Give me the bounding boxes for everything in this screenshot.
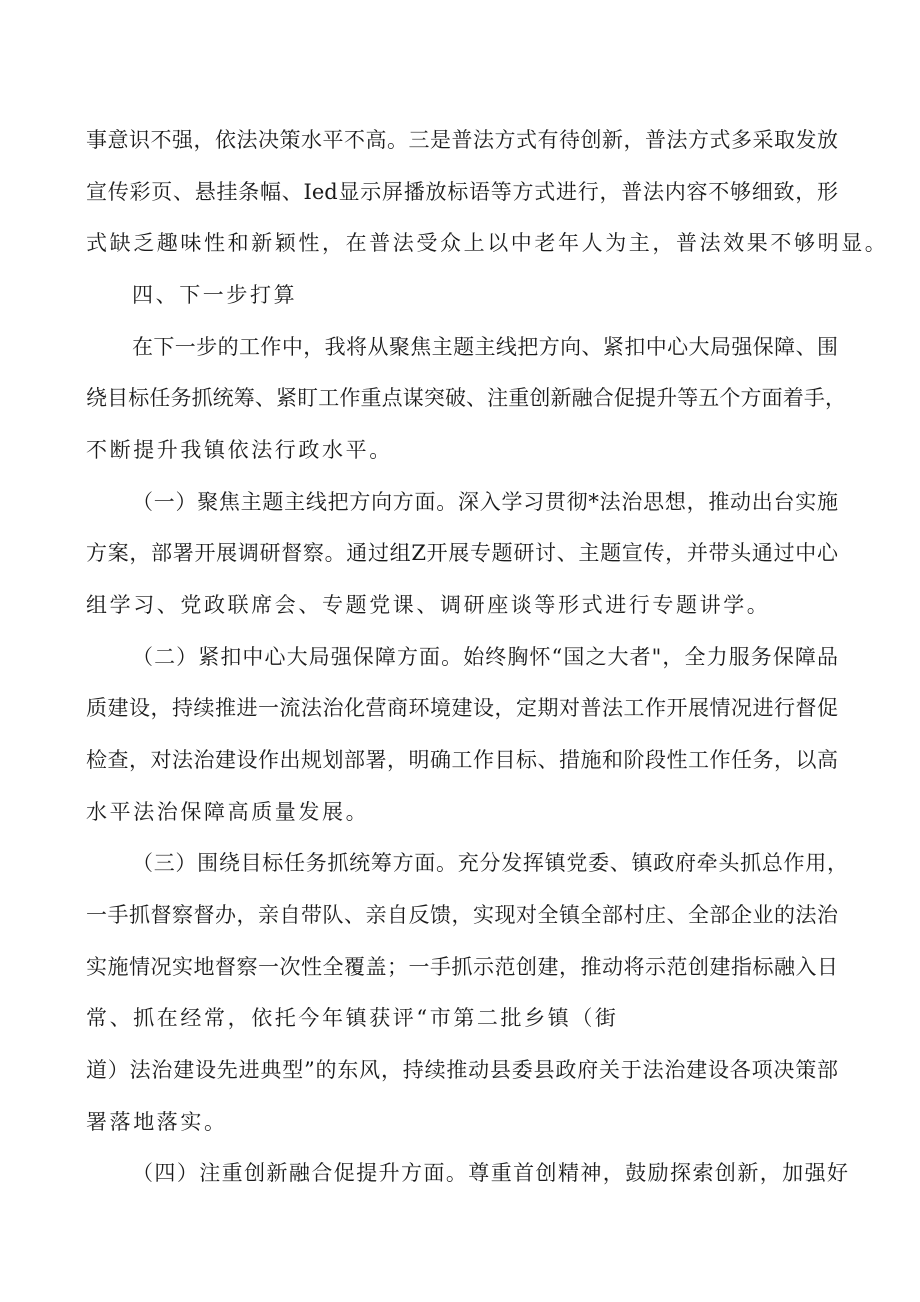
body-text-line: （二）紧扣中心大局强保障方面。始终胸怀“国之大者"，全力服务保障品 [132,645,838,669]
body-text-line: 质建设，持续推进一流法治化营商环境建设，定期对普法工作开展情况进行督促 [86,696,838,720]
body-text-line: 常、抓在经常，依托今年镇获评“市第二批乡镇（街 [86,1006,619,1030]
section-heading: 四、下一步打算 [132,283,298,307]
body-text-line: 署落地落实。 [86,1110,228,1134]
body-text-line: 方案，部署开展调研督察。通过组Z开展专题研讨、主题宣传，并带头通过中心 [86,541,838,565]
body-text-line: 式缺乏趣味性和新颖性，在普法受众上以中老年人为主，普法效果不够明显。 [86,231,889,255]
body-text-line: （一）聚焦主题主线把方向方面。深入学习贯彻*法治思想，推动出台实施 [132,490,838,514]
body-text-line: 绕目标任务抓统筹、紧盯工作重点谋突破、注重创新融合促提升等五个方面着手， [86,386,846,410]
body-text-line: 一手抓督察督办，亲自带队、亲自反馈，实现对全镇全部村庄、全部企业的法治 [86,903,838,927]
body-text-line: 在下一步的工作中，我将从聚焦主题主线把方向、紧扣中心大局强保障、围 [132,335,838,359]
body-text-line: 水平法治保障高质量发展。 [86,800,370,824]
body-text-line: 检查，对法治建设作出规划部署，明确工作目标、措施和阶段性工作任务，以高 [86,748,838,772]
body-text-line: 事意识不强，依法决策水平不高。三是普法方式有待创新，普法方式多采取发放 [86,128,838,152]
body-text-line: 实施情况实地督察一次性全覆盖；一手抓示范创建，推动将示范创建指标融入日 [86,955,838,979]
body-text-line: 宣传彩页、悬挂条幅、Ied显示屏播放标语等方式进行，普法内容不够细致，形 [86,180,838,204]
body-text-line: 组学习、党政联席会、专题党课、调研座谈等形式进行专题讲学。 [86,593,771,617]
body-text-line: 道）法治建设先进典型”的东风，持续推动县委县政府关于法治建设各项决策部 [86,1058,838,1082]
body-text-line: （三）围绕目标任务抓统筹方面。充分发挥镇党委、镇政府牵头抓总作用， [132,851,848,875]
body-text-line: （四）注重创新融合促提升方面。尊重首创精神，鼓励探索创新，加强好 [132,1161,848,1185]
body-text-line: 不断提升我镇依法行政水平。 [86,438,393,462]
